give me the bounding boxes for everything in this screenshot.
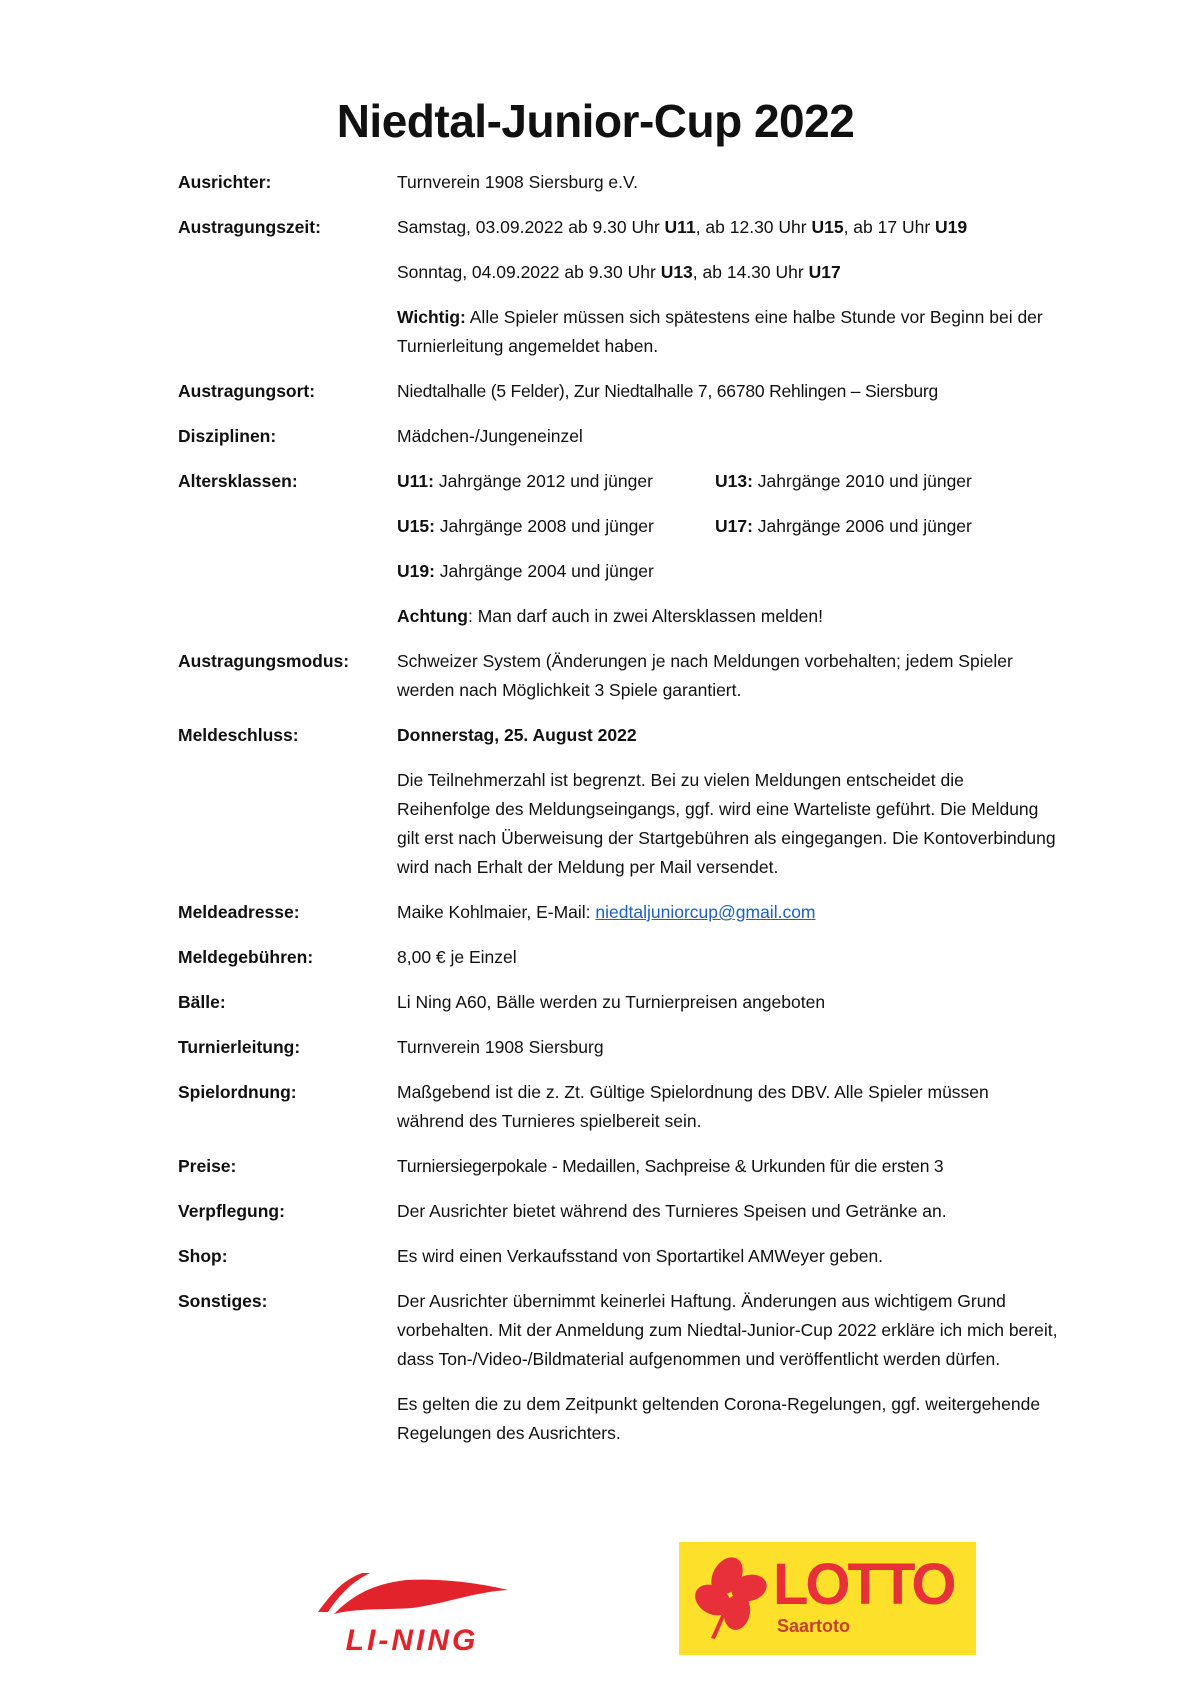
label-meldeadresse: Meldeadresse: [178, 902, 300, 922]
sonstiges-paragraph-1: Der Ausrichter übernimmt keinerlei Haftung. Änderungen aus wichtigem Grund vorbehalten. Mit der Anmeldung zum Niedtal-Junior-Cup 2022 erkläre ich mich bereit, dass Ton-/Video-/Bildmaterial aufgenommen und veröffentlicht werden dürfen. [397, 1291, 1058, 1369]
lotto-saartoto-logo [679, 1542, 976, 1655]
value-sonstiges [397, 1287, 1058, 1448]
email-link[interactable]: niedtaljuniorcup@gmail.com [595, 902, 816, 922]
svg-text:LOTTO: LOTTO [773, 1552, 954, 1617]
row-meldeadresse [178, 898, 1058, 927]
row-shop [178, 1242, 1058, 1271]
value-meldeschluss [397, 721, 1058, 882]
row-austragungszeit [178, 213, 1058, 361]
row-verpflegung [178, 1197, 1058, 1226]
li-ning-logo [314, 1570, 510, 1656]
info-table [178, 168, 1058, 1464]
value-turnierleitung: Turnverein 1908 Siersburg [397, 1037, 604, 1057]
row-sonstiges [178, 1287, 1058, 1448]
row-austragungsort [178, 377, 1058, 406]
value-altersklassen [397, 467, 1058, 631]
row-ausrichter [178, 168, 1058, 197]
row-turnierleitung [178, 1033, 1058, 1062]
age-class-u13: U13: Jahrgänge 2010 und jünger [715, 471, 972, 491]
deadline-date: Donnerstag, 25. August 2022 [397, 725, 637, 745]
label-ausrichter: Ausrichter: [178, 172, 272, 192]
value-preise: Turniersiegerpokale - Medaillen, Sachpreise & Urkunden für die ersten 3 [397, 1156, 944, 1176]
age-class-u11: U11: Jahrgänge 2012 und jünger [397, 471, 653, 491]
value-baelle: Li Ning A60, Bälle werden zu Turnierpreisen angeboten [397, 992, 826, 1012]
row-baelle [178, 988, 1058, 1017]
svg-text:Saartoto: Saartoto [777, 1616, 851, 1636]
li-ning-swoosh-icon [314, 1570, 510, 1656]
value-verpflegung: Der Ausrichter bietet während des Turnieres Speisen und Getränke an. [397, 1201, 947, 1221]
age-class-u15: U15: Jahrgänge 2008 und jünger [397, 516, 654, 536]
sonstiges-paragraph-2: Es gelten die zu dem Zeitpunkt geltenden Corona-Regelungen, ggf. weitergehende Regelungen des Ausrichters. [397, 1394, 1041, 1443]
label-turnierleitung: Turnierleitung: [178, 1037, 301, 1057]
label-sonstiges: Sonstiges: [178, 1291, 268, 1311]
label-meldegebuehren: Meldegebühren: [178, 947, 314, 967]
label-shop: Shop: [178, 1246, 228, 1266]
value-austragungsort: Niedtalhalle (5 Felder), Zur Niedtalhalle 7, 66780 Rehlingen – Siersburg [397, 381, 939, 401]
label-austragungsmodus: Austragungsmodus: [178, 651, 350, 671]
schedule-note: Wichtig: Alle Spieler müssen sich spätestens eine halbe Stunde vor Beginn bei der Turnierleitung angemeldet haben. [397, 307, 1043, 356]
label-spielordnung: Spielordnung: [178, 1082, 297, 1102]
clover-icon [679, 1542, 976, 1655]
label-austragungsort: Austragungsort: [178, 381, 316, 401]
age-class-u19: U19: Jahrgänge 2004 und jünger [397, 561, 654, 581]
age-class-u17: U17: Jahrgänge 2006 und jünger [715, 516, 972, 536]
age-class-grid [397, 467, 1058, 586]
value-spielordnung: Maßgebend ist die z. Zt. Gültige Spielordnung des DBV. Alle Spieler müssen während des Turnieres spielbereit sein. [397, 1082, 989, 1131]
label-baelle: Bälle: [178, 992, 226, 1012]
schedule-saturday: Samstag, 03.09.2022 ab 9.30 Uhr U11, ab 12.30 Uhr U15, ab 17 Uhr U19 [397, 217, 968, 237]
age-class-note: Achtung: Man darf auch in zwei Altersklassen melden! [397, 606, 824, 626]
label-altersklassen: Altersklassen: [178, 471, 298, 491]
label-verpflegung: Verpflegung: [178, 1201, 285, 1221]
page-title: Niedtal-Junior-Cup 2022 [336, 94, 855, 147]
row-altersklassen [178, 467, 1058, 631]
value-ausrichter: Turnverein 1908 Siersburg e.V. [397, 172, 638, 192]
label-preise: Preise: [178, 1156, 237, 1176]
row-disziplinen [178, 422, 1058, 451]
label-disziplinen: Disziplinen: [178, 426, 277, 446]
value-shop: Es wird einen Verkaufsstand von Sportartikel AMWeyer geben. [397, 1246, 884, 1266]
label-austragungszeit: Austragungszeit: [178, 217, 321, 237]
value-austragungsmodus: Schweizer System (Änderungen je nach Meldungen vorbehalten; jedem Spieler werden nach Möglichkeit 3 Spiele garantiert. [397, 651, 1013, 700]
row-spielordnung [178, 1078, 1058, 1136]
row-meldeschluss [178, 721, 1058, 882]
label-meldeschluss: Meldeschluss: [178, 725, 299, 745]
value-austragungszeit [397, 213, 1058, 361]
svg-text:LI-NING: LI-NING [345, 1624, 479, 1656]
schedule-sunday: Sonntag, 04.09.2022 ab 9.30 Uhr U13, ab 14.30 Uhr U17 [397, 262, 841, 282]
row-preise [178, 1152, 1058, 1181]
value-meldeadresse: Maike Kohlmaier, E-Mail: niedtaljuniorcup@gmail.com [397, 902, 816, 922]
deadline-text: Die Teilnehmerzahl ist begrenzt. Bei zu vielen Meldungen entscheidet die Reihenfolge des Meldungseingangs, ggf. wird eine Warteliste geführt. Die Meldung gilt erst nach Überweisung der Startgebühren als eingegangen. Die Kontoverbindung wird nach Erhalt der Meldung per Mail versendet. [397, 770, 1056, 877]
row-austragungsmodus [178, 647, 1058, 705]
value-disziplinen: Mädchen-/Jungeneinzel [397, 426, 583, 446]
value-meldegebuehren: 8,00 € je Einzel [397, 947, 517, 967]
row-meldegebuehren [178, 943, 1058, 972]
